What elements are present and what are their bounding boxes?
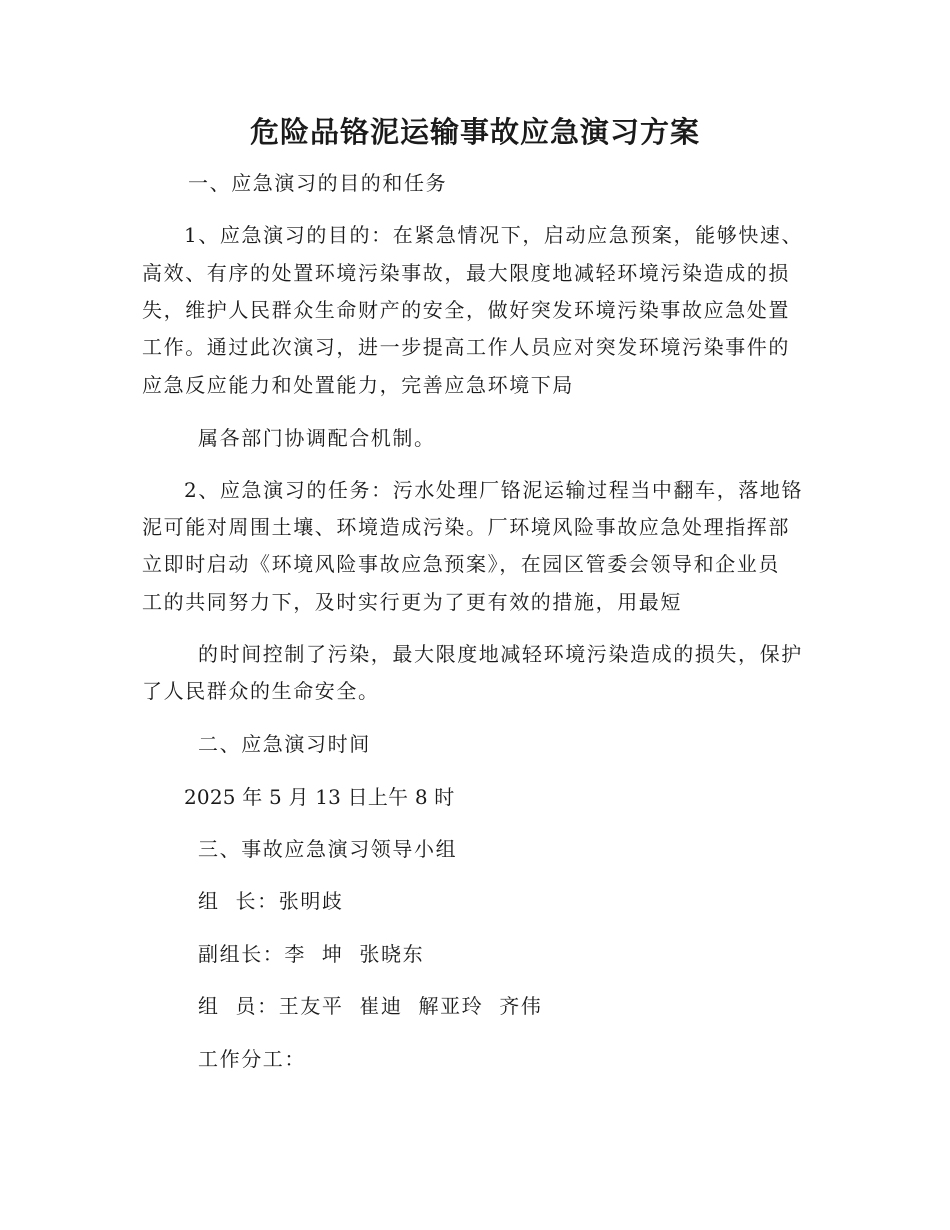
deputy-leaders-line: 副组长：李 坤 张晓东 xyxy=(198,942,425,966)
task-line-2: 泥可能对周围土壤、环境造成污染。厂环境风险事故应急处理指挥部 xyxy=(142,515,790,539)
purpose-line-3: 失，维护人民群众生命财产的安全，做好突发环境污染事故应急处置 xyxy=(142,298,790,322)
task-continued-line-2: 了人民群众的生命安全。 xyxy=(142,679,380,703)
task-continued-line-1: 的时间控制了污染，最大限度地减轻环境污染造成的损失，保护 xyxy=(198,642,803,666)
purpose-line-1: 1、应急演习的目的：在紧急情况下，启动应急预案，能够快速、 xyxy=(184,223,804,247)
purpose-continued: 属各部门协调配合机制。 xyxy=(198,426,436,450)
document-title: 危险品铬泥运输事故应急演习方案 xyxy=(249,115,700,149)
task-line-1: 2、应急演习的任务：污水处理厂铬泥运输过程当中翻车，落地铬 xyxy=(184,478,804,502)
purpose-line-4: 工作。通过此次演习，进一步提高工作人员应对突发环境污染事件的 xyxy=(142,335,790,359)
leader-line: 组 长：张明歧 xyxy=(198,889,344,913)
section1-heading: 一、应急演习的目的和任务 xyxy=(188,171,448,195)
purpose-line-5: 应急反应能力和处置能力，完善应急环境下局 xyxy=(142,373,574,397)
task-line-4: 工的共同努力下，及时实行更为了更有效的措施，用最短 xyxy=(142,590,682,614)
purpose-line-2: 高效、有序的处置环境污染事故，最大限度地减轻环境污染造成的损 xyxy=(142,261,790,285)
section3-heading: 三、事故应急演习领导小组 xyxy=(198,837,458,861)
drill-time: 2025 年 5 月 13 日上午 8 时 xyxy=(184,785,455,809)
division-label: 工作分工： xyxy=(198,1047,306,1071)
members-line: 组 员：王友平 崔迪 解亚玲 齐伟 xyxy=(198,994,543,1018)
section2-heading: 二、应急演习时间 xyxy=(198,732,371,756)
task-line-3: 立即时启动《环境风险事故应急预案》，在园区管委会领导和企业员 xyxy=(142,552,780,576)
